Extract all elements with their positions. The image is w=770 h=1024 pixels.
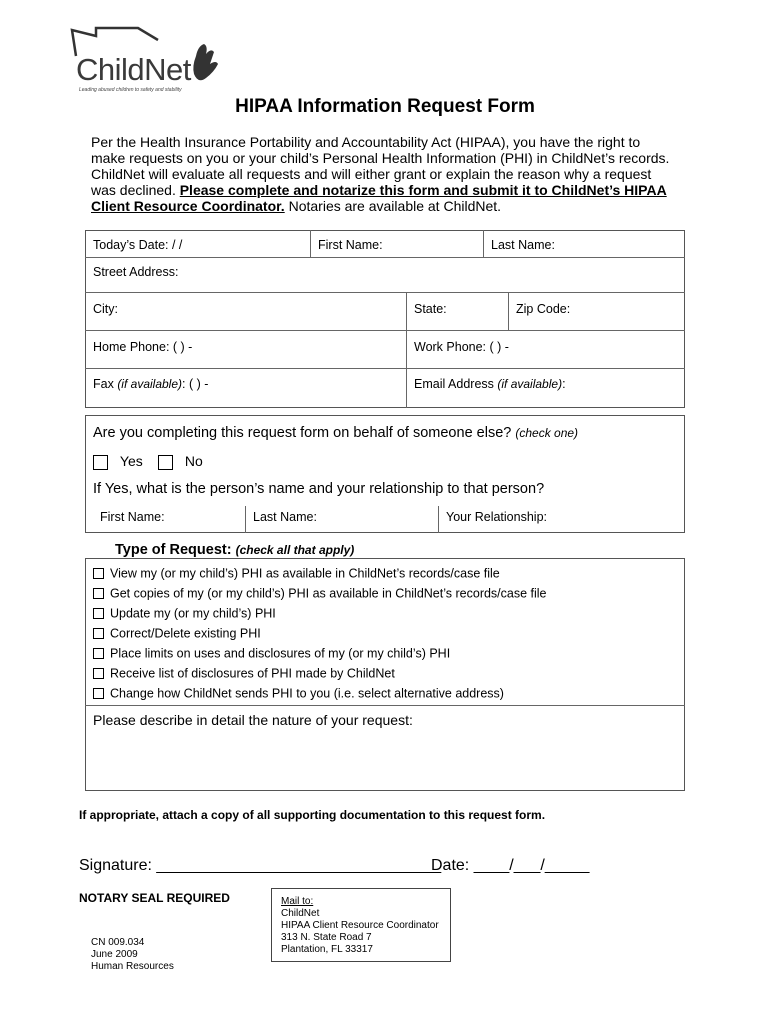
signature-date-line[interactable]: Date: ____/___/_____	[431, 857, 590, 874]
request-option[interactable]: Update my (or my child’s) PHI	[93, 606, 276, 621]
last-name-field[interactable]: Last Name:	[491, 238, 555, 252]
request-checkbox[interactable]	[93, 688, 104, 699]
street-address-field[interactable]: Street Address:	[93, 265, 179, 279]
request-checkbox[interactable]	[93, 648, 104, 659]
form-code: CN 009.034	[91, 937, 145, 948]
mail-line: 313 N. State Road 7	[281, 932, 372, 943]
relationship-field[interactable]: Your Relationship:	[446, 510, 547, 524]
other-last-name-field[interactable]: Last Name:	[253, 510, 317, 524]
if-yes-question: If Yes, what is the person’s name and your relationship to that person?	[93, 481, 545, 497]
mail-line: HIPAA Client Resource Coordinator	[281, 920, 439, 931]
home-phone-field[interactable]: Home Phone: ( ) -	[93, 340, 193, 354]
request-option[interactable]: Correct/Delete existing PHI	[93, 626, 261, 641]
fax-field[interactable]: Fax (if available): ( ) -	[93, 377, 209, 391]
email-field[interactable]: Email Address (if available):	[414, 377, 566, 391]
zip-code-field[interactable]: Zip Code:	[516, 302, 571, 316]
mail-line: ChildNet	[281, 908, 320, 919]
state-field[interactable]: State:	[414, 302, 447, 316]
attach-note: If appropriate, attach a copy of all supporting documentation to this request form.	[79, 808, 546, 822]
city-field[interactable]: City:	[93, 302, 118, 316]
logo-wordmark: ChildNet	[76, 52, 191, 87]
intro-paragraph: Per the Health Insurance Portability and Accountability Act (HIPAA), you have the right to make requests on you or your child’s Personal Health Information (PHI) in ChildNet’s records. ChildNet will evaluate all requests and will either grant or explain the reason why a request was declined. Please complete and notarize this form and submit it to ChildNet’s HIPAA Client Resource Coordinator. Notaries are available at ChildNet.	[91, 134, 670, 214]
page-title: HIPAA Information Request Form	[235, 96, 535, 117]
request-checkbox[interactable]	[93, 568, 104, 579]
no-checkbox[interactable]	[158, 455, 173, 470]
signature-line[interactable]: Signature: ________________________________	[79, 857, 442, 874]
request-checkbox[interactable]	[93, 588, 104, 599]
request-option[interactable]: View my (or my child’s) PHI as available in ChildNet’s records/case file	[93, 566, 500, 581]
notary-notice: NOTARY SEAL REQUIRED	[79, 891, 230, 905]
other-first-name-field[interactable]: First Name:	[100, 510, 165, 524]
form-department: Human Resources	[91, 961, 174, 972]
request-option[interactable]: Change how ChildNet sends PHI to you (i.e. select alternative address)	[93, 686, 504, 701]
behalf-no-option[interactable]: No	[158, 453, 203, 470]
request-checkbox[interactable]	[93, 608, 104, 619]
mailing-address	[281, 896, 439, 956]
logo-tagline: Leading abused children to safety and stability	[79, 87, 182, 93]
work-phone-field[interactable]: Work Phone: ( ) -	[414, 340, 509, 354]
request-option[interactable]: Receive list of disclosures of PHI made by ChildNet	[93, 666, 395, 681]
form-date: June 2009	[91, 949, 138, 960]
describe-request-field[interactable]: Please describe in detail the nature of your request:	[93, 712, 413, 728]
behalf-yes-option[interactable]: Yes	[93, 453, 143, 470]
request-option[interactable]: Get copies of my (or my child’s) PHI as available in ChildNet’s records/case file	[93, 586, 547, 601]
request-option[interactable]: Place limits on uses and disclosures of my (or my child’s) PHI	[93, 646, 450, 661]
request-type-heading: Type of Request: (check all that apply)	[115, 542, 355, 558]
form-footer	[91, 937, 174, 973]
behalf-question: Are you completing this request form on behalf of someone else? (check one)	[93, 425, 579, 441]
first-name-field[interactable]: First Name:	[318, 238, 383, 252]
intro-instruction: Please complete and notarize this form and submit it to ChildNet’s HIPAA Client Resource Coordinator.	[91, 182, 667, 214]
yes-checkbox[interactable]	[93, 455, 108, 470]
request-checkbox[interactable]	[93, 628, 104, 639]
request-checkbox[interactable]	[93, 668, 104, 679]
mail-to-label: Mail to:	[281, 896, 314, 907]
mail-line: Plantation, FL 33317	[281, 944, 373, 955]
todays-date-field[interactable]: Today’s Date: / /	[93, 238, 183, 252]
